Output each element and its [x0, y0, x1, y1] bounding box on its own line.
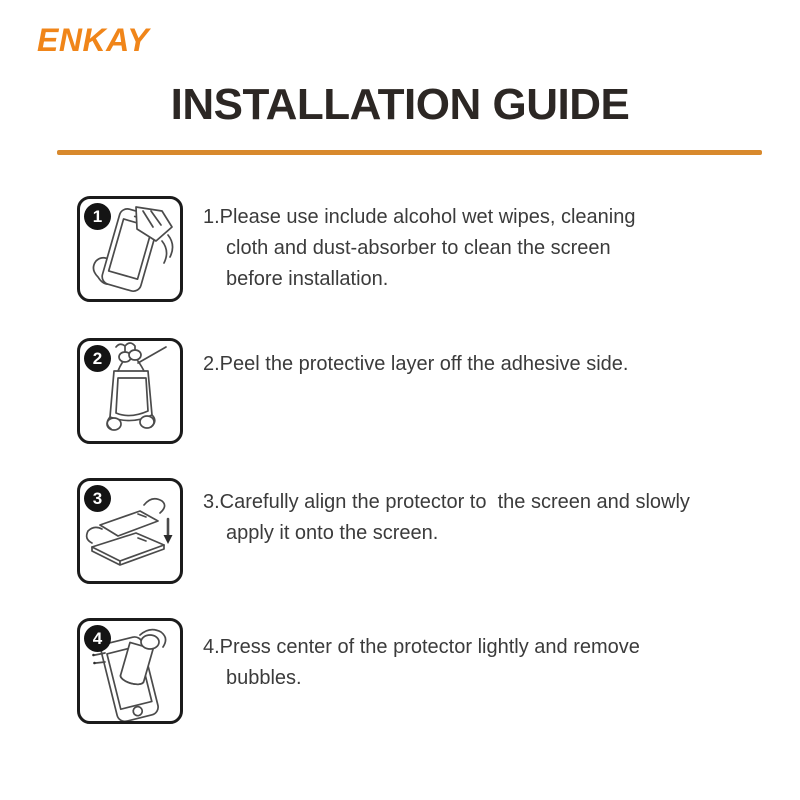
- step-1-number: 1: [92, 206, 103, 226]
- step-4-line-1: 4.Press center of the protector lightly and remove: [203, 636, 640, 658]
- step-3-line-1: 3.Carefully align the protector to the screen and slowly: [203, 491, 690, 513]
- step-1-line-3: before installation.: [226, 268, 389, 290]
- step-4-number-badge: [84, 625, 111, 652]
- step-3-number: 3: [92, 488, 103, 508]
- step-4-number: 4: [92, 628, 103, 648]
- step-3-illustration-box: [77, 478, 183, 584]
- step-1-row: [0, 196, 800, 316]
- step-1-text: [203, 202, 773, 295]
- brand-logo: ENKAY: [37, 22, 150, 58]
- step-2-line-1: 2.Peel the protective layer off the adhesive side.: [203, 353, 629, 375]
- step-2-number: 2: [92, 348, 103, 368]
- step-2-illustration-box: [77, 338, 183, 444]
- page-title: INSTALLATION GUIDE: [170, 80, 630, 129]
- step-3-number-badge: [84, 485, 111, 512]
- step-3-row: [0, 478, 800, 598]
- step-4-text: [203, 632, 773, 694]
- step-1-illustration-box: [77, 196, 183, 302]
- step-1-line-2: cloth and dust-absorber to clean the screen: [226, 237, 611, 259]
- step-1-line-1: 1.Please use include alcohol wet wipes, cleaning: [203, 206, 636, 228]
- step-1-number-badge: [84, 203, 111, 230]
- step-4-row: [0, 618, 800, 738]
- step-3-line-2: apply it onto the screen.: [226, 522, 439, 544]
- step-2-text: [203, 349, 773, 380]
- title-divider: [57, 150, 762, 155]
- step-2-row: [0, 338, 800, 458]
- step-4-illustration-box: [77, 618, 183, 724]
- step-3-text: [203, 487, 773, 549]
- step-2-number-badge: [84, 345, 111, 372]
- step-4-line-2: bubbles.: [226, 667, 302, 689]
